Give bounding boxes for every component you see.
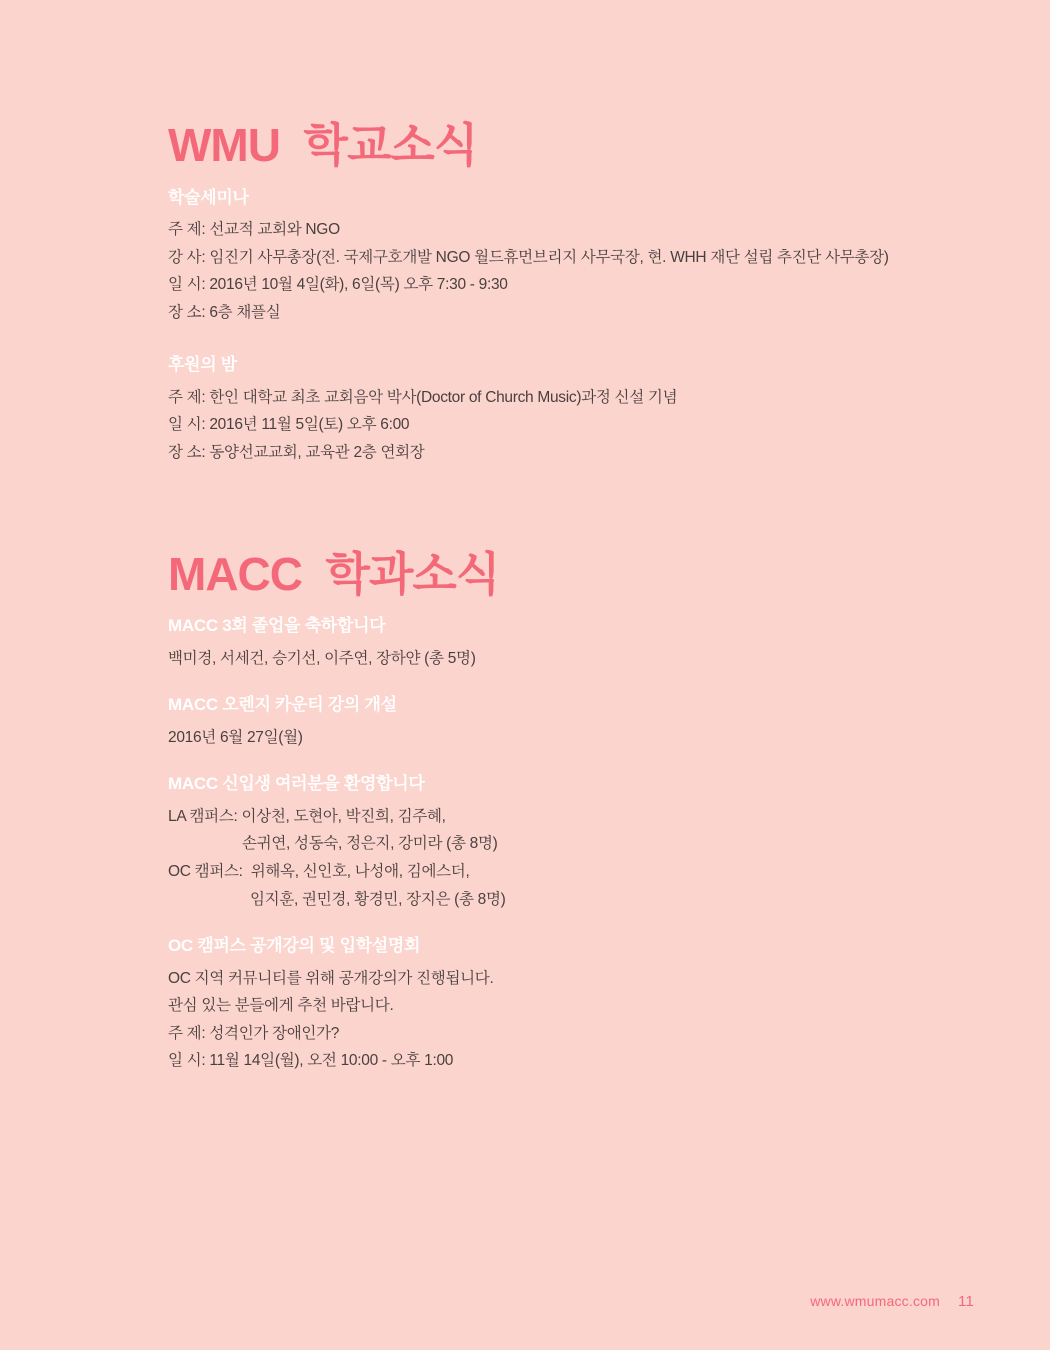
section-spacer	[168, 493, 928, 549]
group-heading: OC 캠퍼스 공개강의 및 입학설명회	[168, 936, 421, 956]
group-line: 2016년 6월 27일(월)	[168, 728, 303, 746]
group-line: 일 시: 2016년 11월 5일(토) 오후 6:00	[168, 416, 410, 434]
group-macc-graduation	[168, 613, 928, 672]
group-line: 장 소: 6층 채플실	[168, 303, 281, 321]
group-line: OC 캠퍼스: 위해옥, 신인호, 나성애, 김에스더,	[168, 863, 470, 881]
group-line: LA 캠퍼스: 이상천, 도현아, 박진희, 김주혜,	[168, 807, 446, 825]
section-title-macc: MACC 학과소식	[168, 547, 500, 600]
group-line: 주 제: 성격인가 장애인가?	[168, 1024, 340, 1042]
group-line: 주 제: 한인 대학교 최초 교회음악 박사(Doctor of Church Music)과정 신설 기념	[168, 388, 678, 406]
group-line: 일 시: 11월 14일(월), 오전 10:00 - 오후 1:00	[168, 1052, 454, 1070]
section-title-wmu: WMU 학교소식	[168, 119, 478, 171]
group-line: 관심 있는 분들에게 추천 바랍니다.	[168, 997, 394, 1015]
group-heading: MACC 오렌지 카운티 강의 개설	[168, 695, 397, 715]
group-heading: 학술세미나	[168, 187, 249, 207]
footer-website[interactable]: www.wmumacc.com	[810, 1293, 941, 1309]
group-line: 손귀연, 성동숙, 정은지, 강미라 (총 8명)	[242, 835, 498, 853]
group-line: 임지훈, 권민경, 황경민, 장지은 (총 8명)	[250, 890, 506, 908]
group-heading: MACC 신입생 여러분을 환영합니다	[168, 774, 425, 794]
footer-page-number: 11	[958, 1293, 974, 1310]
group-sponsor-night	[168, 352, 928, 466]
group-macc-oc-class	[168, 692, 928, 751]
group-line: OC 지역 커뮤니티를 위해 공개강의가 진행됩니다.	[168, 969, 494, 987]
group-line: 장 소: 동양선교교회, 교육관 2층 연회장	[168, 444, 425, 462]
group-macc-new-students	[168, 771, 928, 913]
group-oc-open-lecture	[168, 933, 928, 1075]
page-footer	[810, 1293, 974, 1310]
group-line: 일 시: 2016년 10월 4일(화), 6일(목) 오후 7:30 - 9:30	[168, 276, 508, 294]
page-content	[168, 120, 928, 1101]
group-line: 강 사: 임진기 사무총장(전. 국제구호개발 NGO 월드휴먼브리지 사무국장, 현. WHH 재단 설립 추진단 사무총장)	[168, 248, 889, 266]
group-line: 백미경, 서세건, 승기선, 이주연, 장하얀 (총 5명)	[168, 649, 476, 667]
group-line: 주 제: 선교적 교회와 NGO	[168, 221, 340, 239]
group-heading: MACC 3회 졸업을 축하합니다	[168, 616, 386, 636]
group-heading: 후원의 밤	[168, 355, 237, 375]
group-academic-seminar	[168, 185, 928, 327]
